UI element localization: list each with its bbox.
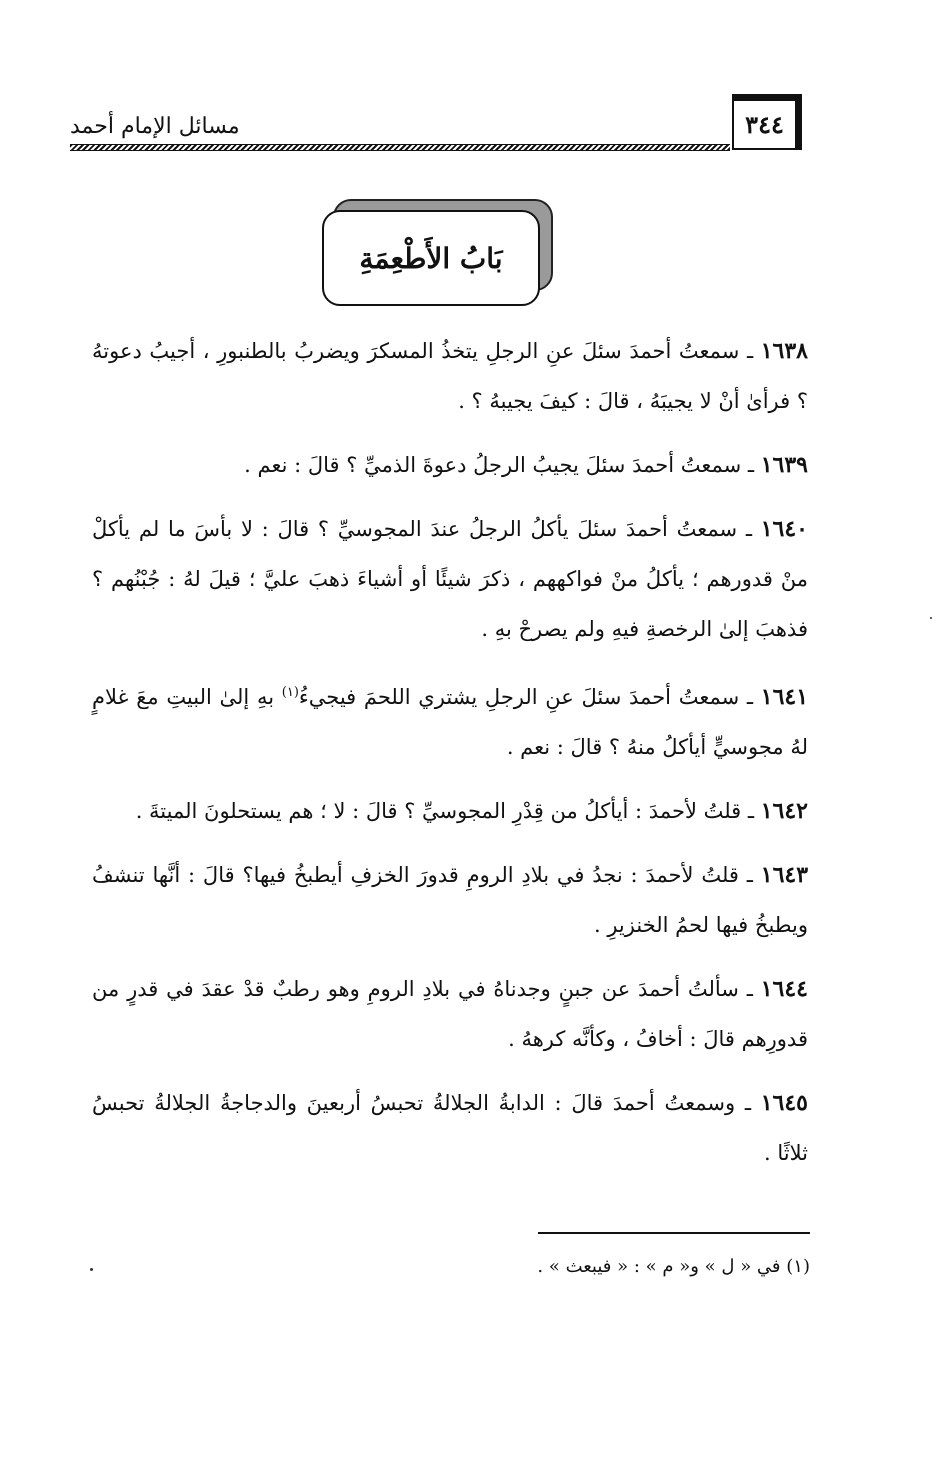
scan-speck [90,1268,93,1271]
issue-number: ١٦٤٣ [760,862,809,888]
issue-number: ١٦٤٥ [760,1090,808,1116]
page-number: ٣٤٤ [732,94,802,150]
paragraph-text: ـ سمعتُ أحمدَ سئلَ يأكلُ الرجلُ عندَ المجوسيِّ ؟ قالَ : لا بأسَ ما لم يأكلْ منْ قدورهم ؛ يأكلُ منْ فواكههم ، ذكرَ شيئًا أو أشياءَ ذهبَ عليَّ ؛ قيلَ لهُ : جُبْنُهم ؟ فذهبَ إلىٰ الرخصةِ فيهِ ولم يصرحْ بهِ . [92,517,808,641]
issue-number: ١٦٣٩ [760,452,808,478]
issue-number: ١٦٤١ [760,684,809,710]
running-title: مسائل الإمام أحمد [70,114,240,139]
paragraph [92,504,808,654]
paragraph-text-continued: بهِ إلىٰ البيتِ معَ غلامٍ لهُ مجوسيٍّ أيأكلُ منهُ ؟ قالَ : نعم . [92,685,808,759]
header-rule [70,144,730,151]
paragraph-text: ـ قلتُ لأحمدَ : أيأكلُ من قِدْرِ المجوسيِّ ؟ قالَ : لا ؛ هم يستحلونَ الميتةَ . [135,799,755,823]
paragraph-text: ـ سمعتُ أحمدَ سئلَ عنِ الرجلِ يتخذُ المسكرَ ويضربُ بالطنبورِ ، أجيبُ دعوتهُ ؟ فرأىٰ أنْ لا يجيبَهُ ، قالَ : كيفَ يجيبهُ ؟ . [92,339,808,413]
paragraph-text: ـ سمعتُ أحمدَ سئلَ عنِ الرجلِ يشتري اللحمَ فيجيءُ [298,685,754,709]
footnote: (١) في « ل » و« م » : « فيبعث » . [537,1256,810,1277]
paragraph-text: ـ سألتُ أحمدَ عن جبنٍ وجدناهُ في بلادِ الرومِ وهو رطبٌ قدْ عقدَ في قدرٍ من قدورِهم قالَ : أخافُ ، وكأنَّه كرههُ . [92,977,808,1051]
paragraph [92,440,808,490]
paragraph [92,964,808,1064]
footnote-rule [538,1232,810,1234]
body-text [92,326,808,1192]
paragraph [92,668,808,772]
chapter-title: بَابُ الأَطْعِمَةِ [322,210,540,306]
paragraph [92,1078,808,1178]
paragraph-text: ـ وسمعتُ أحمدَ قالَ : الدابةُ الجلالةُ تحبسُ أربعينَ والدجاجةُ الجلالةُ تحبسُ ثلاثًا . [92,1091,808,1165]
paragraph [92,786,808,836]
paragraph [92,850,808,950]
issue-number: ١٦٤٢ [760,798,808,824]
paragraph-text: ـ قلتُ لأحمدَ : نجدُ في بلادِ الرومِ قدورَ الخزفِ أيطبخُ فيها؟ قالَ : أنَّها تنشفُ ويطبخُ فيها لحمُ الخنزيرِ . [92,863,808,937]
paragraph-text: ـ سمعتُ أحمدَ سئلَ يجيبُ الرجلُ دعوةَ الذميِّ ؟ قالَ : نعم . [244,453,755,477]
footnote-marker: (١) [281,685,299,700]
issue-number: ١٦٤٠ [760,516,808,542]
scan-speck [930,617,932,619]
paragraph [92,326,808,426]
issue-number: ١٦٤٤ [760,976,808,1002]
issue-number: ١٦٣٨ [760,338,808,364]
